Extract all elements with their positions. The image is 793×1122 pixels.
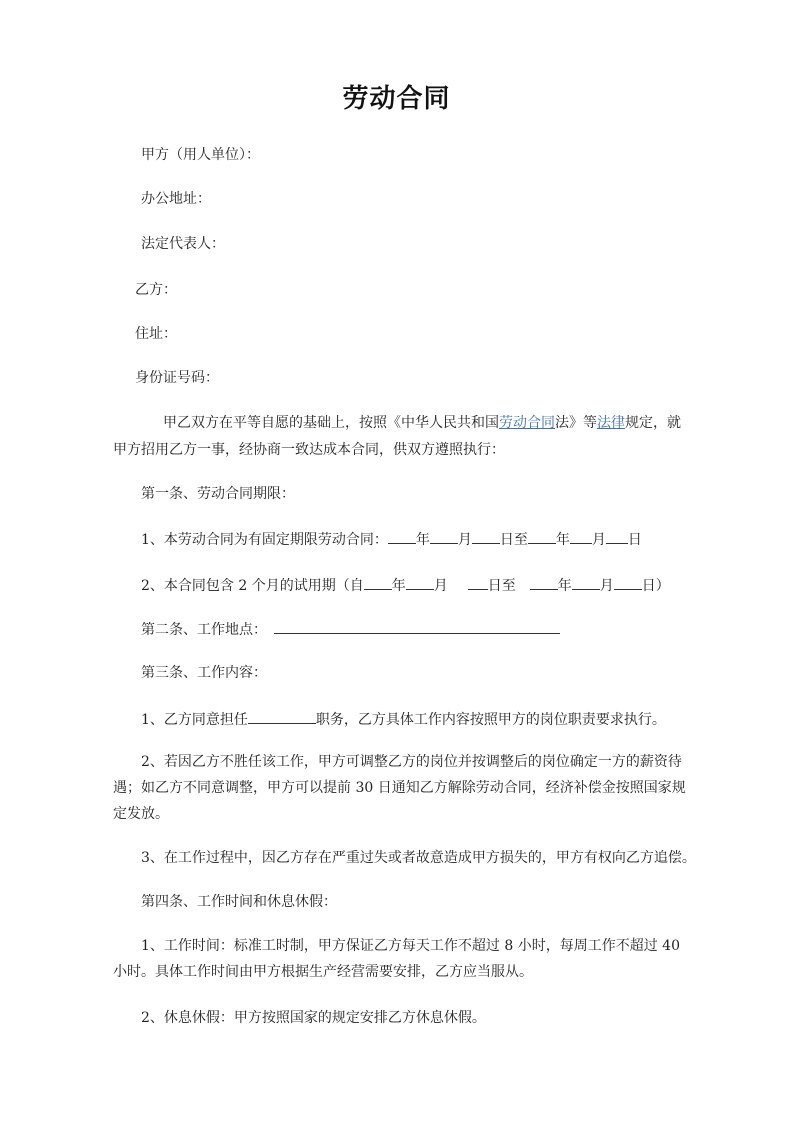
item-text: 2、本合同包含 2 个月的试用期（自 <box>141 578 364 594</box>
item-text: 职务，乙方具体工作内容按照甲方的岗位职责要求执行。 <box>315 712 666 728</box>
preamble-text: 甲乙双方在平等自愿的基础上，按照《中华人民共和国 <box>163 415 499 431</box>
article-4-item-2: 2、休息休假：甲方按照国家的规定安排乙方休息休假。 <box>141 1010 486 1026</box>
month-blank[interactable] <box>430 529 458 544</box>
article-1-heading: 第一条、劳动合同期限： <box>141 486 295 502</box>
article-2-text: 第二条、工作地点： <box>141 622 267 638</box>
article-1-item-1 <box>141 529 642 549</box>
month-blank[interactable] <box>406 575 434 590</box>
year-label: 年 <box>555 532 570 548</box>
year-blank[interactable] <box>528 529 556 544</box>
preamble-line-2: 甲方招用乙方一事，经协商一致达成本合同，供双方遵照执行： <box>113 442 505 458</box>
preamble-text: 规定，就 <box>625 415 681 431</box>
article-3-item-2-line-3: 定发放。 <box>113 806 169 822</box>
article-3-item-2-line-1: 2、若因乙方不胜任该工作，甲方可调整乙方的岗位并按调整后的岗位确定一方的薪资待 <box>141 754 682 770</box>
year-blank[interactable] <box>364 575 392 590</box>
article-3-item-1 <box>141 709 666 729</box>
month-label: 月 <box>599 578 614 594</box>
day-blank[interactable] <box>472 529 500 544</box>
article-3-item-2-line-2: 遇；如乙方不同意调整，甲方可以提前 30 日通知乙方解除劳动合同，经济补偿金按照国家规 <box>113 780 686 796</box>
article-1-item-2 <box>141 575 670 595</box>
day-blank[interactable] <box>606 529 628 544</box>
year-blank[interactable] <box>388 529 416 544</box>
labor-contract-link[interactable]: 劳动合同 <box>499 415 555 431</box>
position-blank[interactable] <box>248 709 316 724</box>
month-blank[interactable] <box>572 575 600 590</box>
legal-rep-label: 法定代表人： <box>141 236 225 252</box>
law-link[interactable]: 法律 <box>597 415 625 431</box>
article-4-item-1-line-2: 小时。具体工作时间由甲方根据生产经营需要安排，乙方应当服从。 <box>113 964 533 980</box>
day-label: 日） <box>641 578 670 594</box>
article-2-heading <box>141 621 267 639</box>
day-label: 日 <box>627 532 642 548</box>
party-b-label: 乙方： <box>135 282 177 298</box>
year-label: 年 <box>391 578 406 594</box>
article-3-heading: 第三条、工作内容： <box>141 665 267 681</box>
day-label: 日至 <box>487 578 516 594</box>
preamble-line-1 <box>163 414 681 432</box>
month-label: 月 <box>591 532 606 548</box>
office-address-label: 办公地址： <box>141 191 211 207</box>
preamble-text: 法》等 <box>555 415 597 431</box>
day-label: 日至 <box>499 532 528 548</box>
article-4-heading: 第四条、工作时间和休息休假： <box>141 894 337 910</box>
day-blank[interactable] <box>468 575 488 590</box>
year-blank[interactable] <box>530 575 558 590</box>
day-blank[interactable] <box>614 575 642 590</box>
year-label: 年 <box>557 578 572 594</box>
article-3-item-3: 3、在工作过程中，因乙方存在严重过失或者故意造成甲方损失的，甲方有权向乙方追偿。 <box>141 850 696 866</box>
article-4-item-1-line-1: 1、工作时间：标准工时制，甲方保证乙方每天工作不超过 8 小时，每周工作不超过 40 <box>141 938 680 954</box>
id-number-label: 身份证号码： <box>135 370 219 386</box>
page-title: 劳动合同 <box>342 84 451 114</box>
residence-label: 住址： <box>135 326 177 342</box>
item-text: 1、乙方同意担任 <box>141 712 248 728</box>
month-label: 月 <box>457 532 472 548</box>
year-label: 年 <box>415 532 430 548</box>
item-text: 1、本劳动合同为有固定期限劳动合同： <box>141 532 388 548</box>
month-blank[interactable] <box>570 529 592 544</box>
party-a-label: 甲方（用人单位）： <box>141 147 260 163</box>
month-label: 月 <box>433 578 448 594</box>
work-location-blank[interactable] <box>274 633 560 634</box>
